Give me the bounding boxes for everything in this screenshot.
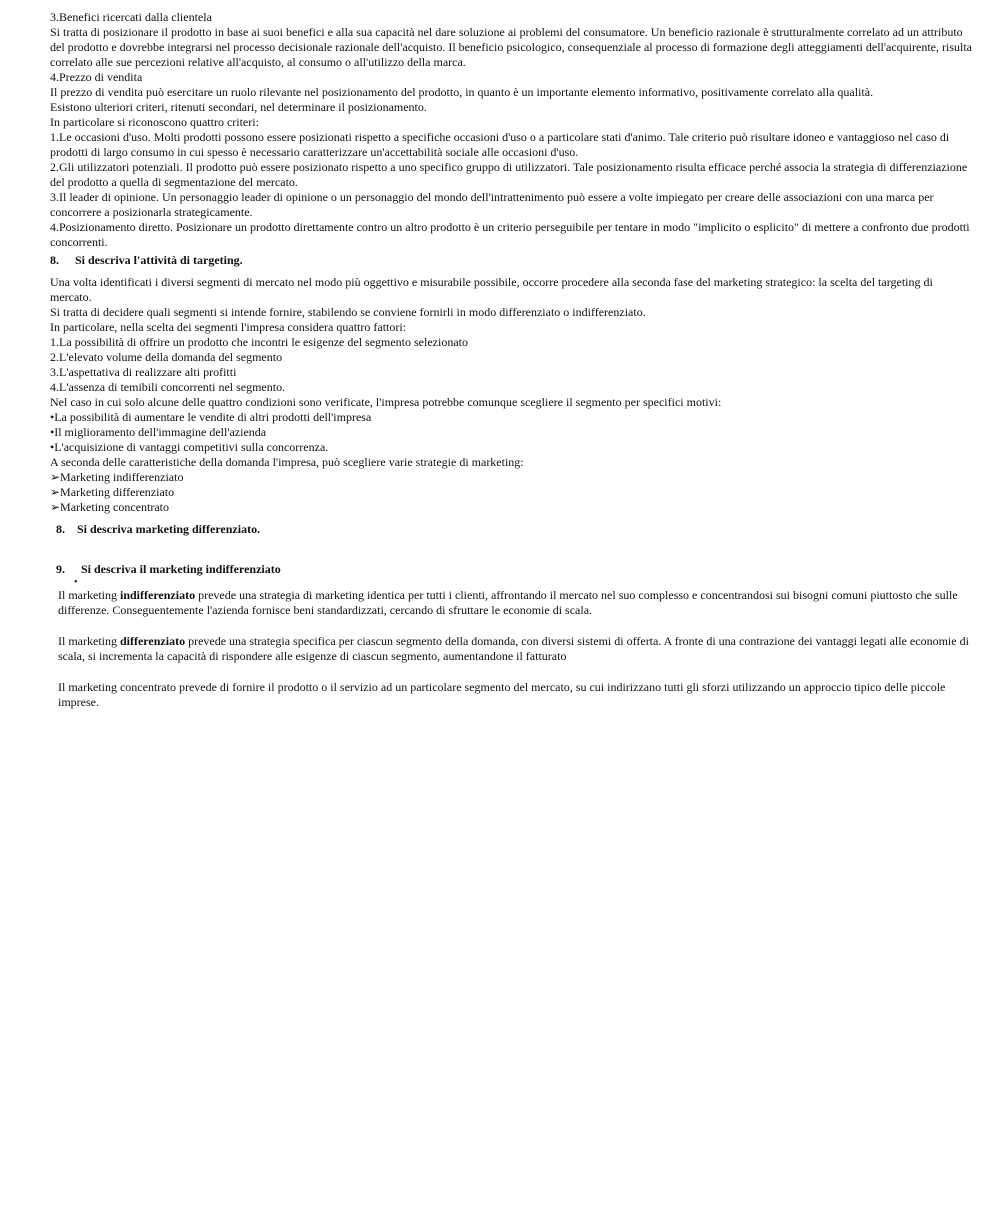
- paragraph: 3.Il leader di opinione. Un personaggio leader di opinione o un personaggio del mondo dell'intrattenimento può essere a volte impiegato per creare delle associazioni con una marca per concorrere a posizionarla strategicamente.: [50, 190, 934, 219]
- paragraph: Si tratta di posizionare il prodotto in base ai suoi benefici e alla sua capacità nel dare soluzione ai problemi del consumatore. Un beneficio razionale è strutturalmente correlato ad un attributo del prodotto e dovrebbe integrarsi nel processo decisionale razionale dell'acquisto. Il beneficio psicologico, consequenziale al processo di formazione degli atteggiamenti dell'acquirente, risulta correlato alle sue percezioni relative all'acquisto, al consumo o all'utilizzo della marca.: [50, 25, 972, 69]
- paragraph: Nel caso in cui solo alcune delle quattro condizioni sono verificate, l'impresa potrebbe comunque scegliere il segmento per specifici motivi:: [50, 395, 722, 409]
- list-item: 1.La possibilità di offrire un prodotto che incontri le esigenze del segmento selezionato: [50, 335, 468, 349]
- bullet-item: •La possibilità di aumentare le vendite di altri prodotti dell'impresa: [50, 410, 372, 424]
- paragraph: 3.Benefici ricercati dalla clientela: [50, 10, 212, 24]
- paragraph: In particolare, nella scelta dei segmenti l'impresa considera quattro fattori:: [50, 320, 407, 334]
- heading-text: Si descriva il marketing indifferenziato: [81, 562, 281, 576]
- bullet-item: •L'acquisizione di vantaggi competitivi sulla concorrenza.: [50, 440, 329, 454]
- text: Il marketing: [58, 634, 120, 648]
- text: prevede una strategia di marketing identica per tutti i clienti, affrontando il mercato nel suo complesso e concentrandosi sui bisogni comuni piuttosto che sulle differenze. Conseguentemente l'azienda fornisce beni standardizzati, cercando di sfruttare le economie di scala.: [58, 588, 958, 617]
- heading-marketing-indifferenziato: [56, 562, 281, 577]
- paragraph: Il prezzo di vendita può esercitare un ruolo rilevante nel posizionamento del prodotto, in quanto è un importante elemento informativo, positivamente correlato alla qualità.: [50, 85, 874, 99]
- paragraph: In particolare si riconoscono quattro criteri:: [50, 115, 259, 129]
- bullet-item: •Il miglioramento dell'immagine dell'azienda: [50, 425, 267, 439]
- list-item: 4.L'assenza di temibili concorrenti nel segmento.: [50, 380, 286, 394]
- heading-targeting: [50, 253, 243, 268]
- paragraph: A seconda delle caratteristiche della domanda l'impresa, può scegliere varie strategie di marketing:: [50, 455, 524, 469]
- paragraph-differenziato: [58, 634, 973, 664]
- text: Il marketing: [58, 588, 120, 602]
- list-item: 3.L'aspettativa di realizzare alti profitti: [50, 365, 237, 379]
- heading-number: 8.: [56, 522, 65, 536]
- bold-term: differenziato: [119, 634, 186, 648]
- paragraph-indifferenziato: [58, 588, 973, 618]
- paragraph: Una volta identificati i diversi segmenti di mercato nel modo più oggettivo e misurabile possibile, occorre procedere alla seconda fase del marketing strategico: la scelta del targeting di mercato.: [50, 275, 933, 304]
- arrow-list-item: ➢Marketing indifferenziato: [50, 470, 184, 484]
- paragraph-concentrato: Il marketing concentrato prevede di fornire il prodotto o il servizio ad un particolare segmento del mercato, su cui indirizzano tutti gli sforzi utilizzando un approccio tipico delle piccole imprese.: [58, 680, 946, 709]
- heading-number: 9.: [56, 562, 65, 576]
- paragraph: Si tratta di decidere quali segmenti si intende fornire, stabilendo se conviene fornirli in modo differenziato o indifferenziato.: [50, 305, 646, 319]
- heading-number: 8.: [50, 253, 59, 267]
- positioning-criteria-section: [50, 10, 975, 250]
- arrow-list-item: ➢Marketing concentrato: [50, 500, 170, 514]
- arrow-list-item: ➢Marketing differenziato: [50, 485, 175, 499]
- paragraph: 2.Gli utilizzatori potenziali. Il prodotto può essere posizionato rispetto a uno specifico gruppo di utilizzatori. Tale posizionamento risulta efficace perché associa la strategia di differenziazione del prodotto a quella di segmentazione del mercato.: [50, 160, 968, 189]
- text: prevede una strategia specifica per ciascun segmento della domanda, con diversi sistemi di offerta. A fronte di una contrazione dei vantaggi legati alle economie di scala, si incrementa la capacità di rispondere alle esigenze di ciascun segmento, aumentandone il fatturato: [58, 634, 969, 663]
- stray-bullet-dot: •: [74, 577, 78, 588]
- paragraph: 4.Prezzo di vendita: [50, 70, 143, 84]
- paragraph: 1.Le occasioni d'uso. Molti prodotti possono essere posizionati rispetto a specifiche occasioni d'uso o a particolare stati d'animo. Tale criterio può risultare idoneo e vantaggioso nel caso di prodotti di largo consumo in cui spesso è necessario caratterizzare un'accettabilità sociale alle occasioni d'uso.: [50, 130, 950, 159]
- targeting-section: [50, 275, 975, 515]
- list-item: 2.L'elevato volume della domanda del segmento: [50, 350, 283, 364]
- heading-text: Si descriva marketing differenziato.: [77, 522, 261, 536]
- paragraph: 4.Posizionamento diretto. Posizionare un prodotto direttamente contro un altro prodotto è un criterio perseguibile per tentare in modo "implicito o esplicito" di mettere a confronto due prodotti concorrenti.: [50, 220, 970, 249]
- heading-marketing-differenziato: [56, 522, 260, 537]
- heading-text: Si descriva l'attività di targeting.: [75, 253, 243, 267]
- bold-term: indifferenziato: [119, 588, 196, 602]
- paragraph: Esistono ulteriori criteri, ritenuti secondari, nel determinare il posizionamento.: [50, 100, 427, 114]
